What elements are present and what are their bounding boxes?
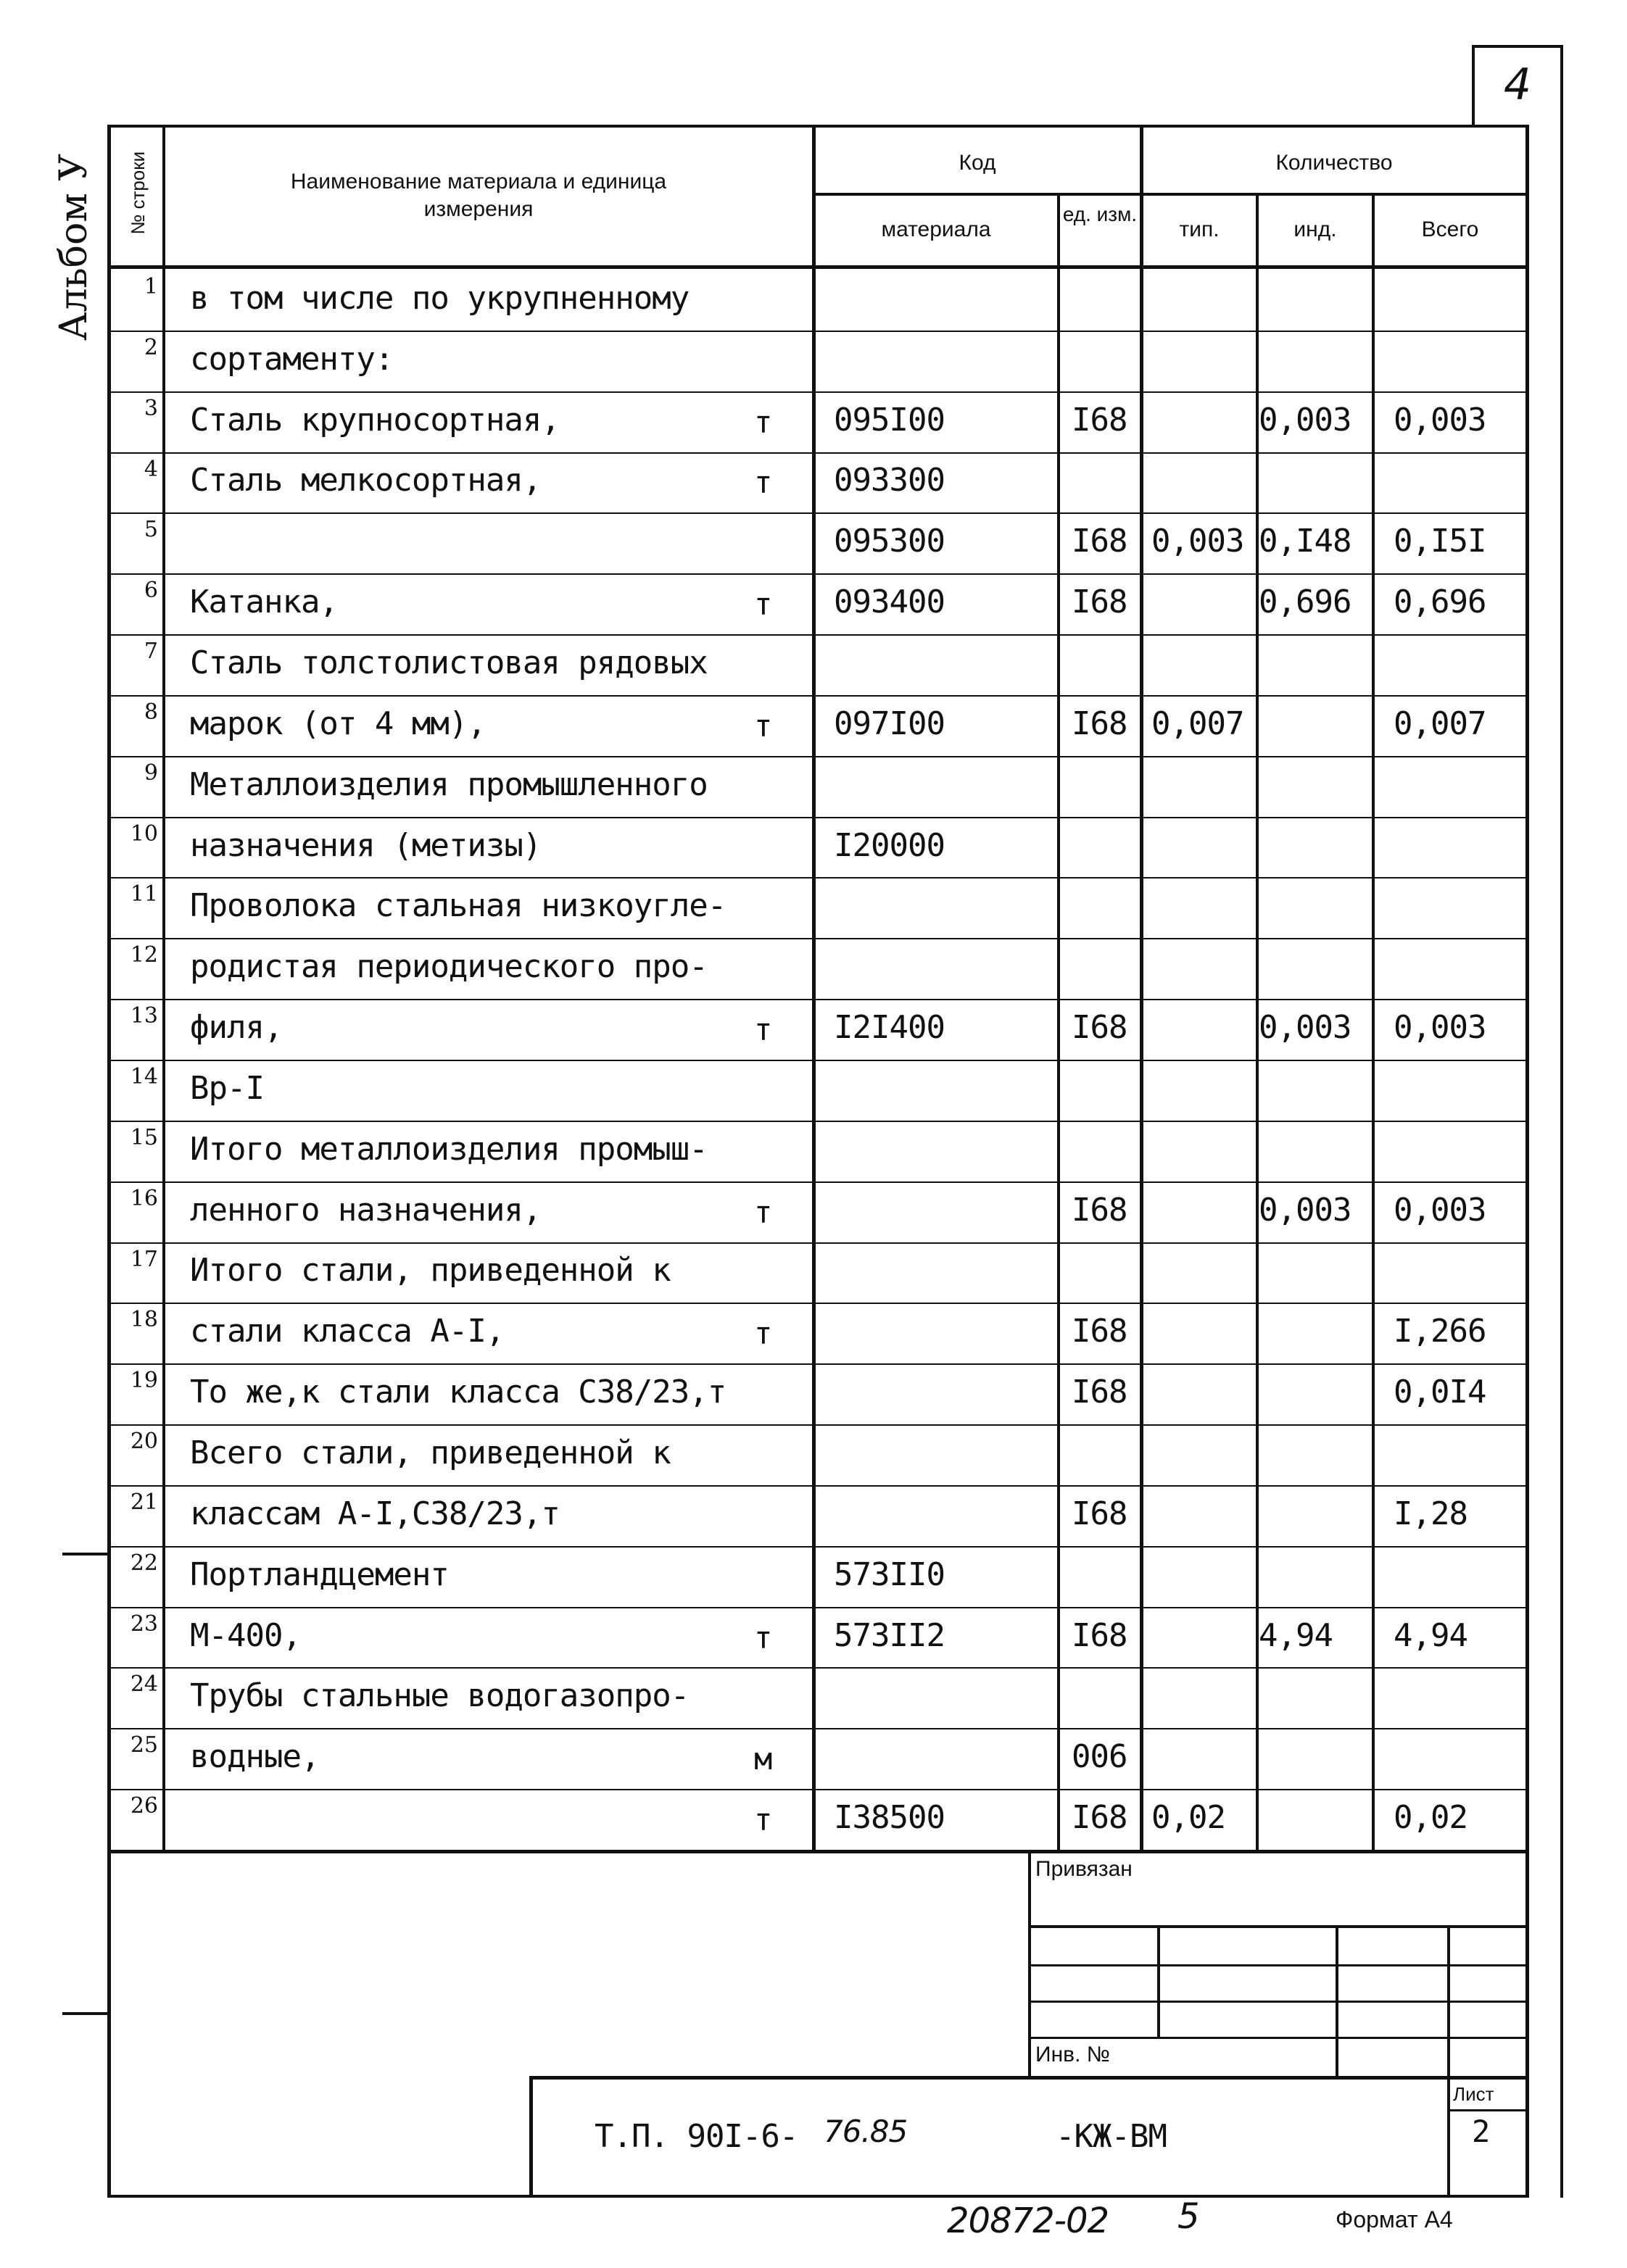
row-number: 22 [130, 1550, 158, 1576]
material-name: Сталь мелкосортная, [190, 462, 542, 499]
row-number: 19 [130, 1368, 158, 1393]
row-divider [107, 391, 1528, 393]
header-qty-total: Всего [1421, 217, 1479, 241]
header-code-unit: ед. изм. [1062, 203, 1138, 225]
unit-code: I68 [1072, 1192, 1127, 1229]
qty-individual: 0,696 [1259, 583, 1351, 620]
page-number: 4 [1503, 59, 1532, 110]
row-number: 9 [144, 760, 158, 786]
row-number: 6 [144, 578, 158, 603]
qty-individual: 4,94 [1259, 1617, 1333, 1654]
qty-total: I,266 [1394, 1313, 1486, 1350]
row-divider [107, 573, 1528, 575]
sheet-label: Лист [1453, 2083, 1494, 2105]
doc-box-left [529, 2076, 533, 2196]
bound-label: Привязан [1035, 1857, 1133, 1881]
row-number: 23 [130, 1611, 158, 1637]
qty-total: 0,003 [1394, 1192, 1486, 1229]
unit-code: I68 [1072, 1313, 1127, 1350]
qty-individual: 0,003 [1259, 1009, 1351, 1046]
row-divider [107, 1363, 1528, 1365]
material-name: в том числе по укрупненному [190, 280, 690, 317]
header-code-material: материала [881, 217, 991, 241]
material-code: I38500 [834, 1799, 945, 1836]
row-number: 11 [130, 881, 158, 907]
material-code: 095300 [834, 523, 945, 560]
row-divider [107, 1121, 1528, 1122]
material-name: То же,к стали класса С38/23,т [190, 1374, 726, 1411]
unit-code: I68 [1072, 1009, 1127, 1046]
material-name: филя, [190, 1009, 283, 1046]
table-bottom-line [107, 1850, 1528, 1853]
stamp-line-2 [1028, 1964, 1528, 1966]
unit-code: I68 [1072, 1495, 1127, 1532]
material-code: 573II2 [834, 1617, 945, 1654]
unit-suffix: т [754, 586, 773, 622]
album-label: Альбом У [52, 154, 96, 341]
row-number: 10 [130, 821, 158, 847]
material-name: классам А-I,С38/23,т [190, 1495, 560, 1532]
material-name: Металлоизделия промышленного [190, 766, 708, 803]
stamp-line-4 [1028, 2037, 1528, 2039]
row-number: 8 [144, 699, 158, 725]
margin-mark-2 [62, 2012, 109, 2015]
unit-suffix: т [754, 1316, 773, 1351]
col-line-code-left [812, 125, 816, 1851]
frame-left [107, 125, 111, 2198]
row-divider [107, 1424, 1528, 1426]
hdr-bottom-line [107, 265, 1528, 269]
row-divider [107, 817, 1528, 818]
material-name: Сталь толстолистовая рядовых [190, 644, 708, 681]
row-divider [107, 1485, 1528, 1487]
header-qty-ind: инд. [1293, 217, 1337, 241]
row-number: 17 [130, 1247, 158, 1272]
row-divider [107, 1607, 1528, 1608]
row-number: 12 [130, 942, 158, 968]
doc-code-suffix: -КЖ-ВМ [1056, 2118, 1167, 2155]
row-divider [107, 331, 1528, 332]
frame-right-inner [1525, 125, 1529, 2198]
header-qty-typ: тип. [1179, 217, 1220, 241]
row-number: 3 [144, 396, 158, 421]
row-number: 18 [130, 1307, 158, 1332]
col-line-name-left [162, 125, 165, 1851]
header-code-group: Код [959, 151, 996, 175]
row-number: 25 [130, 1732, 158, 1758]
material-code: I2I400 [834, 1009, 945, 1046]
frame-right-outer [1560, 125, 1563, 2198]
qty-total: I,28 [1394, 1495, 1467, 1532]
stamp-line-3 [1028, 2001, 1528, 2003]
hdr-sub-line [812, 193, 1525, 196]
unit-suffix: т [754, 404, 773, 440]
row-divider [107, 1242, 1528, 1244]
row-divider [107, 512, 1528, 514]
inv-label: Инв. № [1035, 2043, 1110, 2066]
unit-suffix: т [754, 1620, 773, 1656]
row-divider [107, 1667, 1528, 1669]
material-name: Итого металлоизделия промыш- [190, 1131, 708, 1168]
unit-suffix: м [754, 1741, 773, 1777]
row-divider [107, 999, 1528, 1000]
unit-code: I68 [1072, 583, 1127, 620]
unit-code: I68 [1072, 1799, 1127, 1836]
qty-typical: 0,003 [1151, 523, 1244, 560]
sheet-value: 2 [1472, 2114, 1490, 2149]
row-divider [107, 1303, 1528, 1304]
material-code: 093400 [834, 583, 945, 620]
row-number: 13 [130, 1003, 158, 1029]
material-name: Всего стали, приведенной к [190, 1434, 671, 1471]
archive-sheet: 5 [1177, 2196, 1199, 2237]
row-divider [107, 1546, 1528, 1548]
material-name: Портландцемент [190, 1556, 449, 1593]
row-number: 21 [130, 1490, 158, 1515]
stamp-col-1 [1157, 1925, 1160, 2038]
frame-top [107, 125, 1528, 128]
material-name: М-400, [190, 1617, 301, 1654]
archive-number: 20872-02 [947, 2201, 1109, 2241]
material-code: 097I00 [834, 705, 945, 742]
unit-code: I68 [1072, 402, 1127, 439]
doc-box-top [529, 2076, 1528, 2080]
margin-mark-1 [62, 1553, 109, 1555]
qty-total: 0,I5I [1394, 523, 1486, 560]
unit-suffix: т [754, 1195, 773, 1230]
row-number: 24 [130, 1671, 158, 1697]
material-name: ленного назначения, [190, 1192, 542, 1229]
qty-total: 0,007 [1394, 705, 1486, 742]
col-line-qty-left [1140, 125, 1143, 1851]
material-name: Итого стали, приведенной к [190, 1252, 671, 1289]
stamp-col-3 [1447, 1925, 1450, 2195]
stamp-line-1 [1028, 1925, 1528, 1928]
material-code: 093300 [834, 462, 945, 499]
material-name: назначения (метизы) [190, 827, 542, 864]
unit-code: I68 [1072, 1617, 1127, 1654]
unit-suffix: т [754, 708, 773, 744]
row-number: 15 [130, 1125, 158, 1150]
row-divider [107, 1789, 1528, 1790]
qty-total: 0,003 [1394, 1009, 1486, 1046]
material-code: 573II0 [834, 1556, 945, 1593]
row-divider [107, 695, 1528, 697]
header-row-no: № строки [126, 151, 149, 235]
material-name: стали класса А-I, [190, 1313, 505, 1350]
qty-typical: 0,02 [1151, 1799, 1225, 1836]
doc-code-hand: 76.85 [824, 2114, 908, 2149]
unit-code: I68 [1072, 523, 1127, 560]
material-name: Проволока стальная низкоугле- [190, 887, 726, 924]
qty-individual: 0,003 [1259, 402, 1351, 439]
header-name-col: Наименование материала и единица измерения [290, 170, 667, 221]
row-divider [107, 634, 1528, 636]
row-divider [107, 877, 1528, 878]
row-number: 14 [130, 1064, 158, 1089]
sheet-box-line [1447, 2109, 1528, 2111]
material-name: Вр-I [190, 1070, 264, 1107]
material-code: 095I00 [834, 402, 945, 439]
row-divider [107, 452, 1528, 454]
qty-total: 0,696 [1394, 583, 1486, 620]
material-name: Трубы стальные водогазопро- [190, 1677, 690, 1714]
qty-individual: 0,003 [1259, 1192, 1351, 1229]
unit-suffix: т [754, 1012, 773, 1047]
material-name: Сталь крупносортная, [190, 402, 560, 439]
header-qty-group: Количество [1275, 151, 1393, 175]
row-divider [107, 756, 1528, 757]
material-name: родистая периодического про- [190, 948, 708, 985]
row-divider [107, 1728, 1528, 1729]
col-line-ed-left [1057, 194, 1060, 1851]
qty-total: 0,02 [1394, 1799, 1467, 1836]
material-name: водные, [190, 1738, 320, 1775]
unit-code: I68 [1072, 705, 1127, 742]
material-name: марок (от 4 мм), [190, 705, 486, 742]
unit-code: 006 [1072, 1738, 1127, 1775]
doc-code-prefix: Т.П. 90I-6- [595, 2118, 798, 2155]
row-number: 1 [144, 274, 158, 299]
material-name: сортаменту: [190, 341, 394, 378]
material-code: I20000 [834, 827, 945, 864]
row-number: 20 [130, 1429, 158, 1454]
row-number: 7 [144, 639, 158, 664]
unit-suffix: т [754, 465, 773, 500]
frame-bottom [107, 2195, 1528, 2198]
row-number: 5 [144, 517, 158, 542]
format-label: Формат А4 [1336, 2206, 1453, 2232]
qty-typical: 0,007 [1151, 705, 1244, 742]
row-divider [107, 938, 1528, 939]
row-number: 2 [144, 335, 158, 360]
row-number: 26 [130, 1793, 158, 1819]
col-line-total-left [1372, 194, 1375, 1851]
qty-total: 0,003 [1394, 402, 1486, 439]
qty-individual: 0,I48 [1259, 523, 1351, 560]
unit-suffix: т [754, 1802, 773, 1837]
row-number: 16 [130, 1186, 158, 1211]
material-name: Катанка, [190, 583, 338, 620]
qty-total: 0,0I4 [1394, 1374, 1486, 1411]
qty-total: 4,94 [1394, 1617, 1467, 1654]
row-divider [107, 1060, 1528, 1061]
row-divider [107, 1181, 1528, 1183]
unit-code: I68 [1072, 1374, 1127, 1411]
page-number-box [1472, 45, 1563, 125]
row-number: 4 [144, 457, 158, 482]
stamp-col-2 [1336, 1925, 1338, 2079]
